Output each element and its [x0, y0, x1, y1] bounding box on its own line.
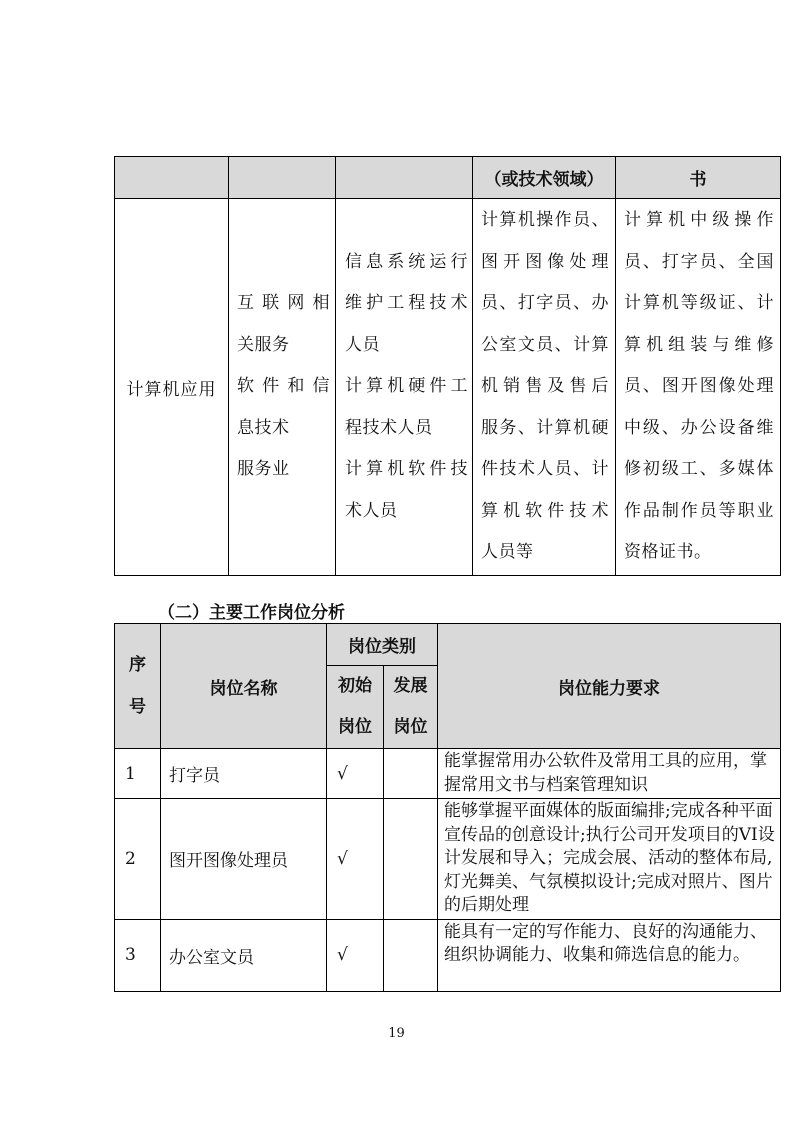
position-line: 人员等 — [481, 542, 534, 563]
occupation-table — [114, 156, 781, 576]
row-job-name: 图开图像处理员 — [161, 799, 327, 920]
row-requirement: 能掌握常用办公软件及常用工具的应用，掌握常用文书与档案管理知识 — [438, 749, 781, 799]
occupation-line: 术人员 — [345, 500, 398, 521]
certificate-line: 作品制作员等职业 — [624, 500, 774, 521]
certificate-line: 算机组装与维修 — [624, 334, 774, 355]
industry-line: 软件和信 — [237, 376, 330, 397]
industry-line: 互联网相 — [237, 293, 330, 314]
header-certificate: 书 — [616, 157, 781, 199]
positions-cell — [473, 199, 616, 576]
header-job-name: 岗位名称 — [161, 624, 327, 749]
occupation-line: 人员 — [345, 334, 380, 355]
header-job-category: 岗位类别 — [327, 624, 438, 666]
table-row — [115, 749, 781, 799]
page-number: 19 — [388, 1026, 405, 1041]
row-develop-check — [384, 799, 438, 920]
industry-line: 息技术 — [237, 417, 290, 438]
industry-line: 服务业 — [237, 459, 290, 480]
industry-cell — [229, 199, 336, 576]
row-develop-check — [384, 749, 438, 799]
row-number: 2 — [115, 799, 161, 920]
position-line: 图开图像处理 — [481, 251, 609, 272]
occupation-line: 计算机硬件工 — [345, 376, 468, 397]
job-analysis-table — [114, 623, 781, 992]
row-job-name: 打字员 — [161, 749, 327, 799]
header-tech-field: （或技术领域） — [473, 157, 616, 199]
certificate-line: 计算机等级证、计 — [624, 293, 774, 314]
row-initial-check: √ — [327, 919, 384, 991]
row-develop-check — [384, 919, 438, 991]
position-line: 机销售及售后 — [481, 376, 609, 397]
header-develop-position — [384, 666, 438, 749]
position-line: 服务、计算机硬 — [481, 417, 609, 438]
position-line: 算机软件技术 — [481, 500, 609, 521]
certificate-line: 修初级工、多媒体 — [624, 459, 774, 480]
position-line: 计算机操作员、 — [481, 210, 609, 231]
row-requirement: 能够掌握平面媒体的版面编排;完成各种平面宣传品的创意设计;执行公司开发项目的VI设计发展和导入；完成会展、活动的整体布局,灯光舞美、气氛模拟设计;完成对照片、图片的后期处理 — [438, 799, 781, 920]
header-seq-line: 号 — [129, 697, 146, 717]
position-line: 公室文员、计算 — [481, 334, 609, 355]
header-seq — [115, 624, 161, 749]
row-initial-check: √ — [327, 799, 384, 920]
position-line: 员、打字员、办 — [481, 293, 609, 314]
certificate-line: 资格证书。 — [624, 542, 712, 563]
occupation-line: 程技术人员 — [345, 417, 433, 438]
section-heading: （二）主要工作岗位分析 — [158, 603, 345, 623]
certificate-line: 员、图开图像处理 — [624, 376, 774, 397]
header-seq-line: 序 — [129, 655, 146, 675]
header-develop-line: 岗位 — [393, 717, 428, 737]
occupation-line: 维护工程技术 — [345, 293, 468, 314]
row-number: 1 — [115, 749, 161, 799]
certificate-line: 员、打字员、全国 — [624, 251, 774, 272]
industry-line: 关服务 — [237, 334, 290, 355]
header-cell-3 — [336, 157, 473, 199]
row-number: 3 — [115, 919, 161, 991]
row-requirement: 能具有一定的写作能力、良好的沟通能力、组织协调能力、收集和筛选信息的能力。 — [438, 919, 781, 991]
row-job-name: 办公室文员 — [161, 919, 327, 991]
header-develop-line: 发展 — [393, 676, 428, 696]
occupation-line: 信息系统运行 — [345, 251, 468, 272]
header-cell-2 — [229, 157, 336, 199]
certificate-line: 中级、办公设备维 — [624, 417, 774, 438]
header-initial-position — [327, 666, 384, 749]
header-cell-1 — [115, 157, 229, 199]
header-initial-line: 初始 — [338, 676, 372, 696]
position-line: 件技术人员、计 — [481, 459, 609, 480]
table-row — [115, 799, 781, 920]
occupation-line: 计算机软件技 — [345, 459, 468, 480]
row-initial-check: √ — [327, 749, 384, 799]
occupation-cell — [336, 199, 473, 576]
table-row — [115, 919, 781, 991]
certificate-cell — [616, 199, 781, 576]
major-name: 计算机应用 — [115, 199, 229, 576]
header-requirement: 岗位能力要求 — [438, 624, 781, 749]
certificate-line: 计算机中级操作 — [624, 210, 774, 231]
header-initial-line: 岗位 — [338, 717, 372, 737]
